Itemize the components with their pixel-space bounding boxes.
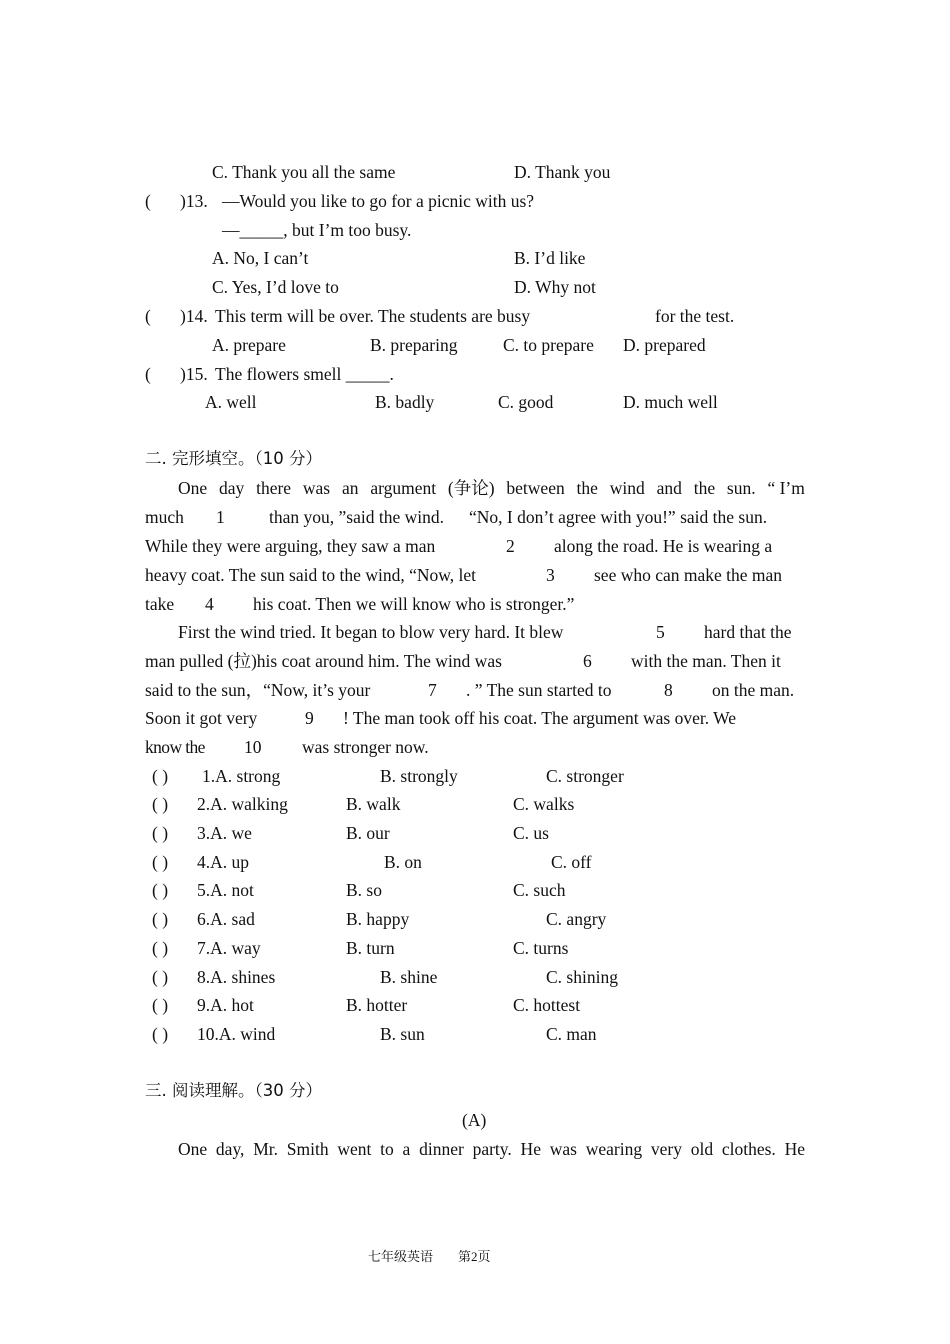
- cloze-q10-option-b: B. sun: [380, 1024, 425, 1044]
- cloze-text: on the man.: [712, 680, 795, 700]
- blank-number-8: 8: [664, 680, 673, 700]
- part3-heading: 三. 阅读理解。（30 分）: [145, 1081, 322, 1100]
- blank-number-10: 10: [244, 737, 262, 757]
- cloze-text: take: [145, 594, 175, 614]
- cloze-q7-option-b: B. turn: [346, 938, 395, 958]
- q15-number: )15.: [180, 364, 208, 384]
- cloze-text: than you, ”said the wind.: [269, 507, 444, 527]
- q13-option-a: A. No, I can’t: [212, 248, 309, 268]
- cloze-word: an: [341, 478, 359, 498]
- cloze-text: Soon it got very: [145, 708, 258, 728]
- blank-number-3: 3: [546, 565, 555, 585]
- q14-option-b: B. preparing: [370, 335, 458, 355]
- cloze-q8-option-b: B. shine: [380, 967, 438, 987]
- blank-number-7: 7: [428, 680, 437, 700]
- cloze-q5-option-b: B. so: [346, 880, 382, 900]
- q13-option-b: B. I’d like: [514, 248, 586, 268]
- cloze-q8-option-a: 8.A. shines: [197, 967, 276, 987]
- blank-number-2: 2: [506, 536, 515, 556]
- q15-option-a: A. well: [205, 392, 257, 412]
- q13-paren-open: (: [145, 191, 151, 211]
- cloze-q4-option-c: C. off: [551, 852, 592, 872]
- cloze-q3-option-a: 3.A. we: [197, 823, 252, 843]
- cloze-q6-option-a: 6.A. sad: [197, 909, 255, 929]
- q15-option-c: C. good: [498, 392, 554, 412]
- cloze-q9-option-b: B. hotter: [346, 995, 408, 1015]
- q12-option-c: C. Thank you all the same: [212, 162, 396, 182]
- cloze-word: there: [256, 478, 292, 498]
- blank-number-5: 5: [656, 622, 665, 642]
- cloze-q2-option-a: 2.A. walking: [197, 794, 288, 814]
- cloze-p1-line1: [178, 480, 805, 498]
- cloze-q7-option-a: 7.A. way: [197, 938, 261, 958]
- answer-paren: ( ): [152, 794, 169, 814]
- cloze-q3-option-b: B. our: [346, 823, 390, 843]
- answer-paren: ( ): [152, 880, 169, 900]
- cloze-text: . ” The sun started to: [466, 680, 612, 700]
- q13-option-d: D. Why not: [514, 277, 596, 297]
- cloze-q8-option-c: C. shining: [546, 967, 618, 987]
- cloze-text: see who can make the man: [594, 565, 783, 585]
- answer-paren: ( ): [152, 967, 169, 987]
- cloze-q4-option-a: 4.A. up: [197, 852, 250, 872]
- cloze-text: much: [145, 507, 184, 527]
- answer-paren: ( ): [152, 938, 169, 958]
- cloze-q9-option-a: 9.A. hot: [197, 995, 254, 1015]
- q12-option-d: D. Thank you: [514, 162, 611, 182]
- cloze-word: day: [218, 478, 245, 498]
- answer-paren: ( ): [152, 909, 169, 929]
- q13-option-c: C. Yes, I’d love to: [212, 277, 339, 297]
- blank-number-6: 6: [583, 651, 592, 671]
- cloze-word: argument: [370, 478, 437, 498]
- answer-paren: ( ): [152, 823, 169, 843]
- answer-paren: ( ): [152, 766, 169, 786]
- q14-paren-open: (: [145, 306, 151, 326]
- answer-paren: ( ): [152, 995, 169, 1015]
- cloze-q6-option-b: B. happy: [346, 909, 410, 929]
- q13-stem: —Would you like to go for a picnic with us?: [222, 191, 535, 211]
- q14-tail: for the test.: [655, 306, 735, 326]
- blank-number-1: 1: [216, 507, 225, 527]
- footer-page-number: 第2页: [458, 1249, 491, 1264]
- cloze-text: was stronger now.: [302, 737, 429, 757]
- cloze-text: along the road. He is wearing a: [554, 536, 773, 556]
- cloze-text: heavy coat. The sun said to the wind, “Now, let: [145, 565, 476, 585]
- cloze-q10-option-a: 10.A. wind: [197, 1024, 276, 1044]
- cloze-text: know the: [145, 737, 205, 757]
- q14-option-a: A. prepare: [212, 335, 286, 355]
- cloze-word: was: [302, 478, 331, 498]
- cloze-text: “No, I don’t agree with you!” said the sun.: [469, 507, 768, 527]
- cloze-word: between: [506, 478, 565, 498]
- cloze-q3-option-c: C. us: [513, 823, 549, 843]
- answer-paren: ( ): [152, 1024, 169, 1044]
- answer-paren: ( ): [152, 852, 169, 872]
- cloze-q6-option-c: C. angry: [546, 909, 607, 929]
- cloze-text: man pulled (拉)his coat around him. The wind was: [145, 651, 502, 671]
- cloze-q5-option-c: C. such: [513, 880, 566, 900]
- cloze-q10-option-c: C. man: [546, 1024, 597, 1044]
- cloze-word: One: [178, 478, 208, 498]
- cloze-text: hard that the: [704, 622, 792, 642]
- cloze-text: First the wind tried. It began to blow very hard. It blew: [178, 622, 564, 642]
- q15-option-d: D. much well: [623, 392, 718, 412]
- cloze-q2-option-b: B. walk: [346, 794, 401, 814]
- q14-option-c: C. to prepare: [503, 335, 594, 355]
- cloze-word: “ I’m: [767, 478, 805, 498]
- part2-heading: 二. 完形填空。（10 分）: [145, 449, 322, 468]
- cloze-word: the: [576, 478, 598, 498]
- cloze-text: While they were arguing, they saw a man: [145, 536, 436, 556]
- q14-number: )14.: [180, 306, 208, 326]
- cloze-word: sun.: [726, 478, 756, 498]
- blank-number-9: 9: [305, 708, 314, 728]
- cloze-q5-option-a: 5.A. not: [197, 880, 254, 900]
- cloze-text: his coat. Then we will know who is stronger.”: [253, 594, 575, 614]
- cloze-q4-option-b: B. on: [384, 852, 422, 872]
- cloze-q2-option-c: C. walks: [513, 794, 575, 814]
- q15-paren-open: (: [145, 364, 151, 384]
- q15-stem: The flowers smell _____.: [215, 364, 394, 384]
- cloze-q9-option-c: C. hottest: [513, 995, 581, 1015]
- cloze-text: ! The man took off his coat. The argument was over. We: [343, 708, 737, 728]
- cloze-word: (争论): [447, 478, 495, 498]
- cloze-word: and: [656, 478, 682, 498]
- cloze-q1-option-b: B. strongly: [380, 766, 458, 786]
- cloze-q7-option-c: C. turns: [513, 938, 569, 958]
- blank-number-4: 4: [205, 594, 214, 614]
- q15-option-b: B. badly: [375, 392, 435, 412]
- q14-stem: This term will be over. The students are busy: [215, 306, 531, 326]
- cloze-q1-option-a: 1.A. strong: [202, 766, 281, 786]
- q13-number: )13.: [180, 191, 208, 211]
- passage-label: (A): [462, 1110, 487, 1130]
- passage-a-first-line: One day, Mr. Smith went to a dinner party. He was wearing very old clothes. He: [178, 1139, 805, 1159]
- q14-option-d: D. prepared: [623, 335, 706, 355]
- cloze-q1-option-c: C. stronger: [546, 766, 624, 786]
- cloze-text: with the man. Then it: [631, 651, 781, 671]
- cloze-word: wind: [609, 478, 645, 498]
- q13-line2: —_____, but I’m too busy.: [222, 220, 412, 240]
- cloze-word: the: [693, 478, 716, 498]
- cloze-text: said to the sun，“Now, it’s your: [145, 680, 371, 700]
- footer-subject: 七年级英语: [368, 1249, 434, 1264]
